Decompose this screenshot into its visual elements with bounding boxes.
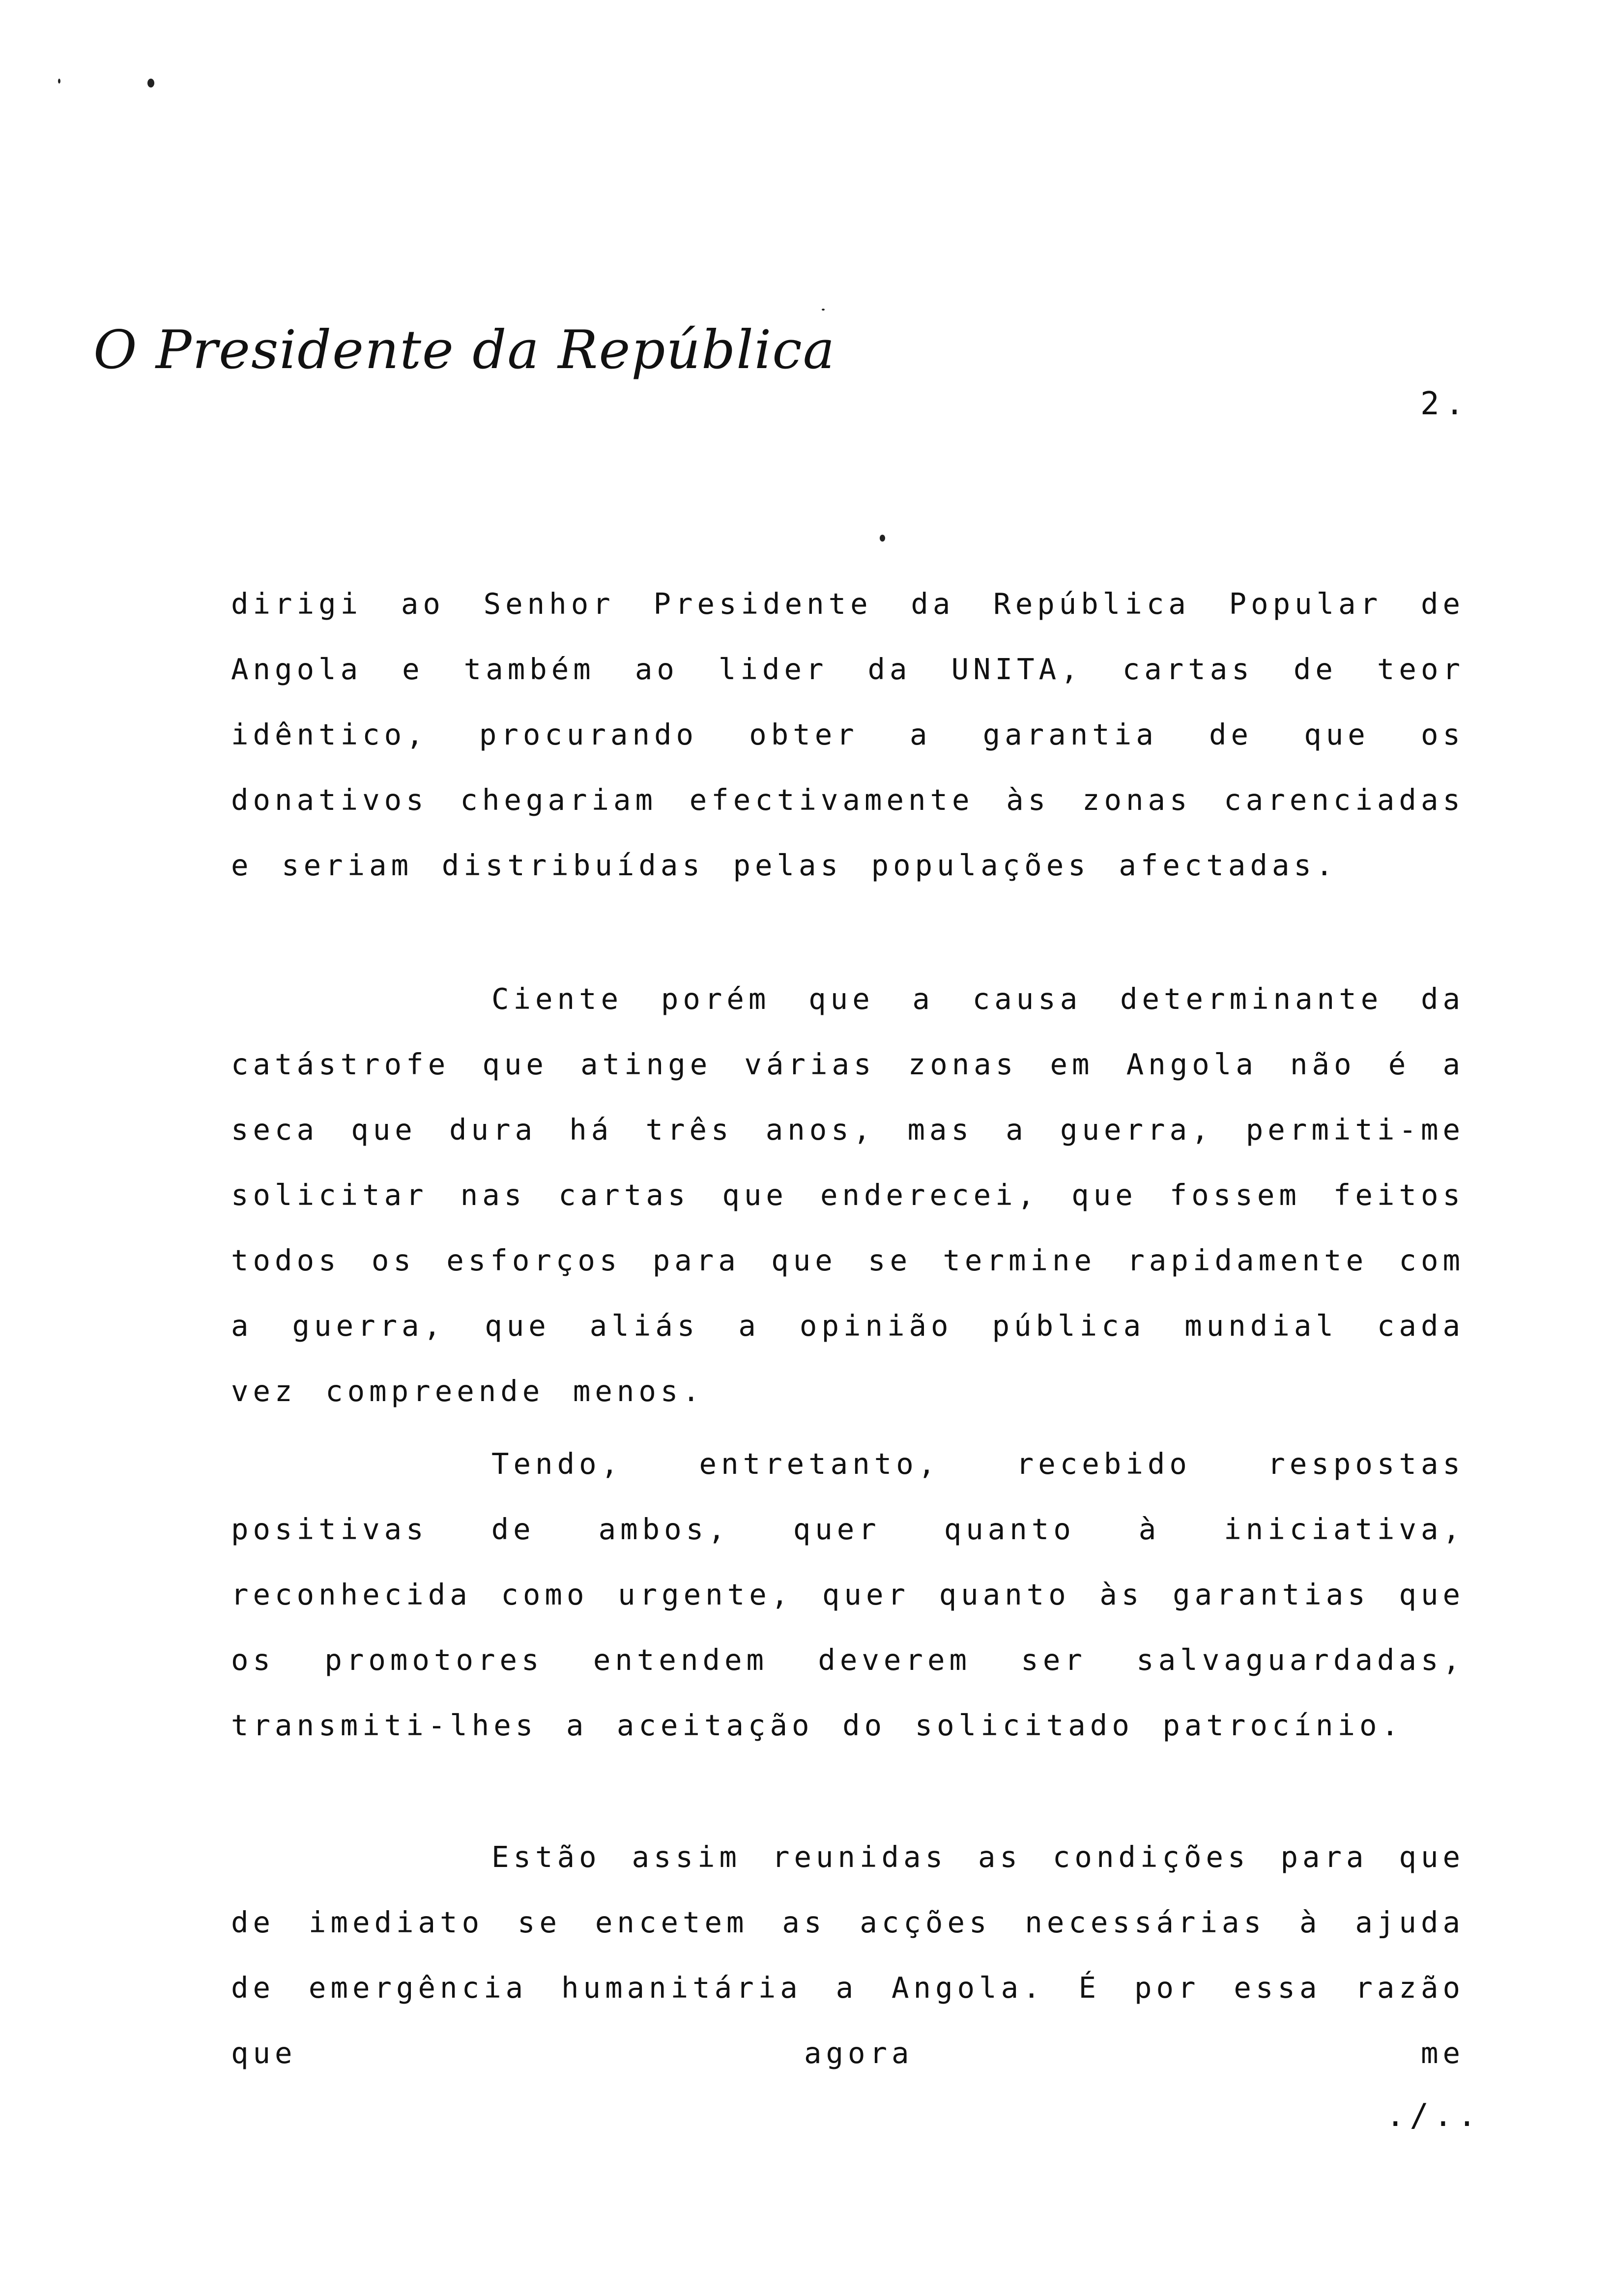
paragraph-2: Ciente porém que a causa determinante da catástrofe que atinge várias zonas em Angola não é a seca que dura há três anos, mas a guerra, permiti-me solicitar nas cartas que enderecei, que fossem feitos todos os esforços para que se termine rapidamente com a guerra, que aliás a opinião pública mundial cada vez compreende menos. (231, 982, 1465, 1408)
paragraph-1: dirigi ao Senhor Presidente da República Popular de Angola e também ao lider da UNITA, cartas de teor idêntico, procurando obter a garantia de que os donativos chegariam efectivamente às zonas carenciadas e seriam distribuídas pelas populações afectadas. (231, 587, 1465, 882)
scan-speck (822, 309, 825, 311)
scan-speck (147, 79, 154, 87)
scan-speck (880, 535, 885, 542)
page-number: 2. (1420, 386, 1470, 422)
letterhead-title: O Presidente da República (93, 319, 836, 381)
paragraph-3: Tendo, entretanto, recebido respostas positivas de ambos, quer quanto à iniciativa, reconhecida como urgente, quer quanto às garantias que os promotores entendem deverem ser salvaguardadas, transmiti-lhes a aceitação do solicitado patrocínio. (231, 1447, 1465, 1742)
continuation-mark: ./.. (1386, 2097, 1482, 2134)
scan-speck (58, 79, 60, 84)
paragraph-4: Estão assim reunidas as condições para que de imediato se encetem as acções necessárias à ajuda de emergência humanitária a Angola. É por essa razão que agora me (231, 1840, 1465, 2070)
